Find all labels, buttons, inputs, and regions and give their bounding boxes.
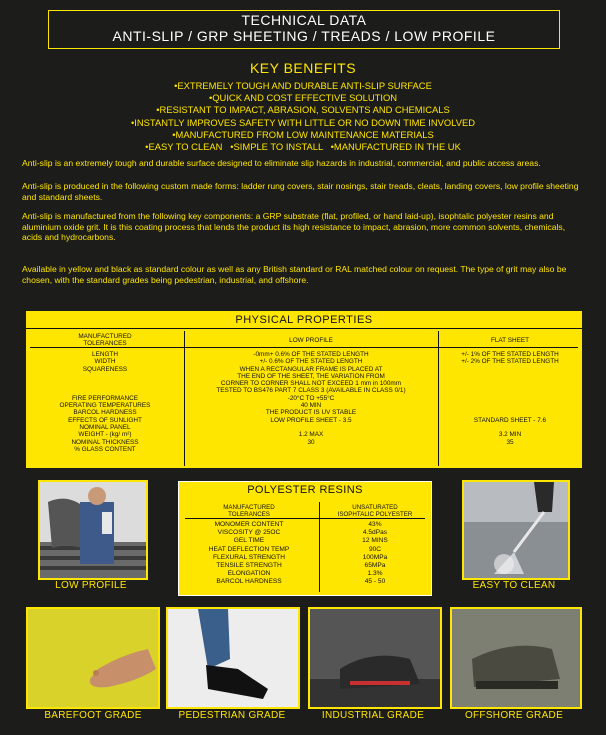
flat-sheet-value xyxy=(438,387,582,394)
industrial-grade-caption: INDUSTRIAL GRADE xyxy=(321,710,425,721)
table-row xyxy=(179,537,431,545)
polyester-rows xyxy=(179,521,431,587)
offshore-grade-image xyxy=(452,609,580,707)
industrial-grade-photo xyxy=(308,607,442,709)
low-profile-value: CORNER TO CORNER SHALL NOT EXCEED 1 mm in 100mm xyxy=(220,380,402,388)
flat-sheet-value xyxy=(438,395,582,402)
low-profile-value: WHEN A RECTANGULAR FRAME IS PLACED AT xyxy=(239,365,383,373)
intro-paragraph-2 xyxy=(22,181,587,202)
header-title: TECHNICAL DATA xyxy=(241,12,367,28)
flat-sheet-column xyxy=(438,351,582,446)
tolerance-label xyxy=(26,380,184,387)
intro-paragraph-4 xyxy=(22,264,587,285)
benefit-item: •QUICK AND COST EFFECTIVE SOLUTION xyxy=(208,92,398,104)
tolerance-label: WEIGHT - (kg/ m²) xyxy=(78,431,132,439)
property-value: 1.3% xyxy=(367,570,383,578)
key-benefits-title: KEY BENEFITS xyxy=(249,60,357,76)
barefoot-grade-image xyxy=(28,609,158,707)
property-name: MONOMER CONTENT xyxy=(214,521,284,528)
table-row xyxy=(179,521,431,529)
low-profile-value: 40 MIN xyxy=(300,402,322,410)
table-row xyxy=(179,570,431,578)
flat-sheet-value xyxy=(438,366,582,373)
intro-text: Anti-slip is produced in the following custom made forms: ladder rung covers, stair nosings, stair treads, cleats, landing covers, low profile sheeting and standard sheets. xyxy=(22,181,579,202)
barefoot-grade-caption: BAREFOOT GRADE xyxy=(44,710,142,721)
tolerance-label: WIDTH xyxy=(94,358,116,366)
physical-properties-table xyxy=(26,311,582,468)
flat-sheet-value: STANDARD SHEET - 7.6 xyxy=(473,416,547,424)
flat-sheet-value xyxy=(438,409,582,416)
offshore-grade-caption: OFFSHORE GRADE xyxy=(464,710,564,721)
property-name: TENSILE STRENGTH xyxy=(216,561,282,569)
benefit-item: •EXTREMELY TOUGH AND DURABLE ANTI-SLIP SURFACE xyxy=(174,80,432,91)
easy-to-clean-caption: EASY TO CLEAN xyxy=(472,580,556,591)
table-row xyxy=(179,529,431,537)
pedestrian-grade-image xyxy=(168,609,298,707)
low-profile-value: -0mm+ 0.6% OF THE STATED LENGTH xyxy=(253,351,369,358)
low-profile-value: THE PRODUCT IS UV STABLE xyxy=(265,409,357,417)
tolerance-label: NOMINAL PANEL xyxy=(79,423,131,431)
low-profile-value: LOW PROFILE SHEET - 3.5 xyxy=(270,416,352,424)
property-name: VISCOSITY @ 25OC xyxy=(217,529,281,537)
benefit-item: •RESISTANT TO IMPACT, ABRASION, SOLVENTS AND CHEMICALS xyxy=(156,104,450,116)
flat-sheet-value: 3.2 MIN xyxy=(498,431,522,439)
table-row xyxy=(179,554,431,562)
property-value: 100MPa xyxy=(362,553,388,561)
property-value: 4.5dPas xyxy=(362,529,388,537)
header-line: MANUFACTURED xyxy=(223,504,275,511)
benefit-item: •MANUFACTURED FROM LOW MAINTENANCE MATERIALS xyxy=(172,128,434,140)
tolerance-label: OPERATING TEMPERATURES xyxy=(59,402,151,410)
low-profile-value: 1.2 MAX xyxy=(298,431,324,439)
technical-data-header xyxy=(48,10,560,49)
physical-properties-title: PHYSICAL PROPERTIES xyxy=(26,314,582,329)
property-name: HEAT DEFLECTION TEMP xyxy=(208,545,290,553)
tolerance-label: SQUARENESS xyxy=(82,365,128,373)
pedestrian-grade-caption: PEDESTRIAN GRADE xyxy=(178,710,286,721)
property-name: FLEXURAL STRENGTH xyxy=(213,553,285,561)
header-divider xyxy=(185,518,425,519)
col-header-tolerances: MANUFACTURED TOLERANCES xyxy=(78,333,132,348)
intro-paragraph-1 xyxy=(22,158,587,169)
offshore-grade-photo xyxy=(450,607,582,709)
flat-sheet-value xyxy=(438,380,582,387)
flat-sheet-value xyxy=(438,373,582,380)
barefoot-grade-photo xyxy=(26,607,160,709)
header-line: UNSATURATED xyxy=(352,504,398,511)
col-header-flat-sheet: FLAT SHEET xyxy=(490,337,530,344)
intro-text: Anti-slip is an extremely tough and durable surface designed to eliminate slip hazards in industrial, commercial, and public access areas. xyxy=(22,158,541,168)
header-line: TOLERANCES xyxy=(228,511,270,518)
property-name: GEL TIME xyxy=(233,537,265,545)
tolerance-label: FIRE PERFORMANCE xyxy=(71,394,139,402)
property-value: 12 MINS xyxy=(362,537,388,545)
intro-paragraph-3 xyxy=(22,211,587,243)
tolerance-label xyxy=(26,373,184,380)
flat-sheet-value: +/- 1% OF THE STATED LENGTH xyxy=(461,351,559,358)
table-row xyxy=(179,562,431,570)
low-profile-column xyxy=(184,351,438,446)
tolerance-label: % GLASS CONTENT xyxy=(74,445,136,453)
low-profile-value: THE END OF THE SHEET, THE VARIATION FROM xyxy=(237,372,385,380)
tolerances-column xyxy=(26,351,184,453)
header-subtitle: ANTI-SLIP / GRP SHEETING / TREADS / LOW PROFILE xyxy=(112,28,496,44)
benefit-item: •EASY TO CLEAN •SIMPLE TO INSTALL •MANUFACTURED IN THE UK xyxy=(145,141,461,153)
tolerance-label: NOMINAL THICKNESS xyxy=(71,438,139,446)
property-value: 43% xyxy=(368,521,382,528)
low-profile-value: +/- 0.6% OF THE STATED LENGTH xyxy=(259,358,363,366)
table-row xyxy=(179,546,431,554)
polyester-header-b xyxy=(319,504,431,518)
property-name: ELONGATION xyxy=(227,570,271,578)
header-line: ISOPHTALIC POLYESTER xyxy=(337,511,413,518)
low-profile-photo xyxy=(38,480,148,580)
tolerance-label xyxy=(26,387,184,394)
industrial-grade-image xyxy=(310,609,440,707)
intro-text: Anti-slip is manufactured from the following key components: a GRP substrate (flat, profiled, or hand laid-up), isophtalic polyester resins and aluminium oxide grit. It is this coating process that lends the product its high resistance to impact, abrasion, more common solvents, chemicals, acids and hydrocarbons. xyxy=(22,211,566,243)
low-profile-caption: LOW PROFILE xyxy=(55,580,127,591)
polyester-resins-table xyxy=(178,481,432,596)
low-profile-value: -20°C TO +55°C xyxy=(287,394,335,402)
key-benefits-list xyxy=(0,80,606,153)
intro-text: Available in yellow and black as standard colour as well as any British standard or RAL matched colour on request. The type of grit may also be chosen, with the standard grades being pedestrian, industrial, and offshore. xyxy=(22,264,567,285)
low-profile-value xyxy=(184,424,438,431)
polyester-resins-title: POLYESTER RESINS xyxy=(247,484,363,496)
benefit-item: •INSTANTLY IMPROVES SAFETY WITH LITTLE OR NO DOWN TIME INVOLVED xyxy=(131,116,475,128)
low-profile-image xyxy=(40,482,146,578)
flat-sheet-value: 35 xyxy=(506,438,514,446)
flat-sheet-value: +/- 2% OF THE STATED LENGTH xyxy=(461,358,559,366)
table-row xyxy=(179,578,431,586)
tolerance-label: LENGTH xyxy=(92,351,118,358)
property-value: 65MPa xyxy=(364,561,386,569)
polyester-header-a xyxy=(179,504,319,518)
low-profile-value: 30 xyxy=(307,438,315,446)
property-value: 45 - 50 xyxy=(364,578,386,586)
pedestrian-grade-photo xyxy=(166,607,300,709)
tolerance-label: EFFECTS OF SUNLIGHT xyxy=(68,416,142,424)
property-value: 90C xyxy=(368,545,382,553)
easy-to-clean-photo xyxy=(462,480,570,580)
tolerance-label: BARCOL HARDNESS xyxy=(73,409,137,417)
easy-to-clean-image xyxy=(464,482,568,578)
col-header-low-profile: LOW PROFILE xyxy=(289,337,333,344)
flat-sheet-value xyxy=(438,402,582,409)
property-name: BARCOL HARDNESS xyxy=(216,578,282,586)
flat-sheet-value xyxy=(438,424,582,431)
low-profile-value: TESTED TO BS476 PART 7 CLASS 3 (AVAILABLE IN CLASS 0/1) xyxy=(216,387,406,395)
